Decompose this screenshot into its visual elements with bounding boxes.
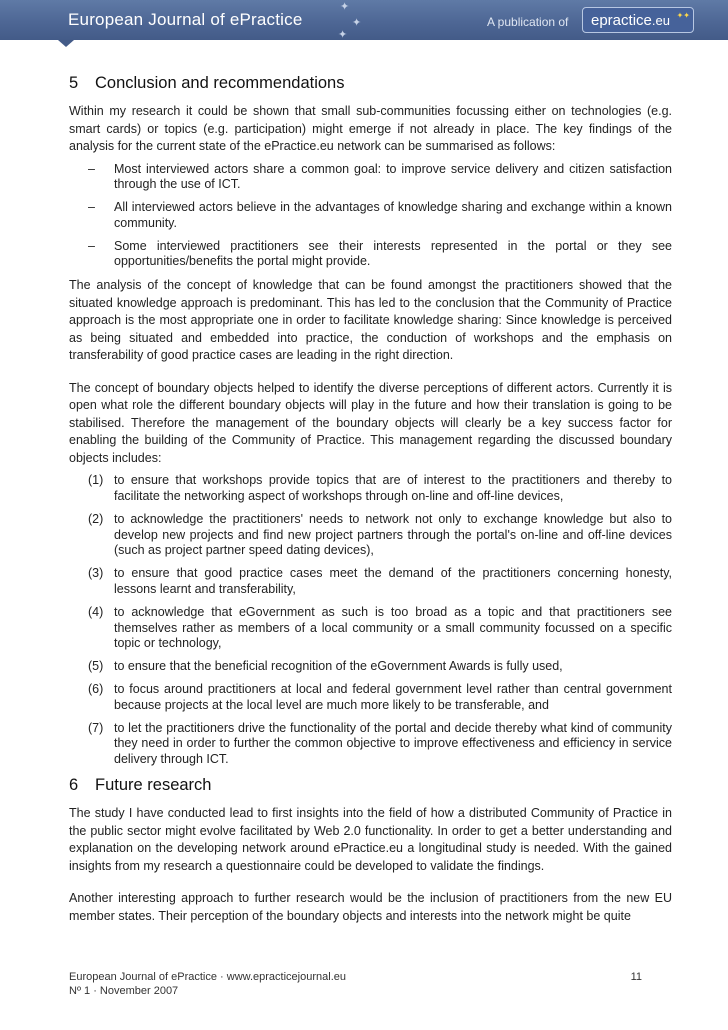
logo-text (591, 12, 670, 29)
list-number: (4) (88, 604, 104, 619)
star-icon: ✦ (352, 17, 362, 29)
footer-issue-line: Nº 1 · November 2007 (69, 985, 179, 997)
section-title: Future research (95, 776, 212, 795)
page-footer (69, 970, 672, 998)
list-item (69, 200, 672, 232)
list-item-text: All interviewed actors believe in the advantages of knowledge sharing and exchange within a known community. (114, 200, 672, 230)
list-item (69, 473, 672, 505)
logo-suffix: .eu (651, 13, 670, 28)
journal-title (68, 10, 303, 30)
section-number: 6 (69, 776, 79, 795)
logo-wordmark: epractice (591, 12, 652, 29)
list-item (69, 721, 672, 768)
management-list (69, 473, 672, 768)
banner-tab-notch (58, 40, 74, 47)
future-research-paragraph-2: Another interesting approach to further research would be the inclusion of practitioners from the new EU member states. Their perception of the boundary objects and interests into the network might be quite (69, 891, 672, 923)
list-item (69, 682, 672, 714)
list-item (69, 605, 672, 652)
section-number: 5 (69, 74, 79, 92)
key-findings-list (69, 162, 672, 271)
section-5-heading (69, 73, 672, 93)
list-item-text: to ensure that good practice cases meet the demand of the practitioners concerning honesty, lessons learnt and transferability, (114, 566, 672, 597)
list-item (69, 162, 672, 194)
dash-marker: – (88, 161, 95, 176)
future-research-paragraph-1: The study I have conducted lead to first insights into the field of how a distributed Community of Practice in the public sector might evolve facilitated by Web 2.0 functionality. In order to get a better understanding and explanation on the developing network around ePractice.eu a longitudinal study is needed. With the gained insights from my research a questionnaire could be developed to validate the findings. (69, 806, 672, 873)
page-number: 11 (630, 971, 642, 983)
list-item-text: to ensure that the beneficial recognition of the eGovernment Awards is fully used, (114, 659, 563, 674)
star-icon: ✦ (338, 29, 348, 40)
logo-stars-icon: ✦✦ (676, 11, 690, 20)
list-number: (3) (88, 566, 104, 581)
list-number: (2) (88, 511, 104, 526)
section-6-heading (69, 775, 672, 795)
journal-title-brand: ePractice (229, 10, 303, 29)
list-item-text: to acknowledge the practitioners' needs to network not only to exchange knowledge but also to develop new projects and find new project partners through the portal's on-line and off-line devices (such as project partner speed dating devices), (114, 511, 672, 558)
list-number: (7) (88, 720, 104, 735)
list-item (69, 659, 672, 675)
section-title: Conclusion and recommendations (95, 74, 345, 92)
footer-journal-line: European Journal of ePractice · www.epracticejournal.eu (69, 971, 346, 983)
journal-title-prefix: European Journal of (68, 10, 230, 29)
list-item-text: Most interviewed actors share a common goal: to improve service delivery and citizen satisfaction through the use of ICT. (114, 161, 672, 192)
dash-marker: – (88, 200, 95, 215)
epractice-logo[interactable] (582, 7, 694, 33)
list-item-text: to ensure that workshops provide topics that are of interest to the practitioners and thereby to facilitate the networking aspect of workshops through on-line and off-line devices, (114, 473, 672, 504)
boundary-objects-paragraph: The concept of boundary objects helped to identify the diverse perceptions of different actors. Currently it is open what role the different boundary objects will play in the future and how their translation is going to be stabilised. Therefore the management of the boundary objects will clearly be a key success factor for enabling the building of the Community of Practice. This management regarding the discussed boundary objects includes: (69, 380, 672, 465)
list-number: (1) (88, 473, 104, 488)
article-body (69, 73, 672, 925)
list-item (69, 512, 672, 559)
list-item-text: to focus around practitioners at local and federal government level rather than central government because projects at the local level are much more likely to be transferable, and (114, 682, 672, 712)
list-item (69, 239, 672, 271)
star-icon: ✦ (340, 1, 350, 13)
list-number: (6) (88, 682, 104, 697)
list-number: (5) (88, 659, 104, 674)
list-item-text: Some interviewed practitioners see their interests represented in the portal or they see opportunities/benefits the portal might provide. (114, 238, 672, 269)
list-item-text: to acknowledge that eGovernment as such is too broad as a topic and that practitioners see themselves rather as members of a local community or a small community focussed on a specific topic or technology, (114, 604, 672, 651)
dash-marker: – (88, 238, 95, 253)
publication-of-label: A publication of (487, 15, 569, 29)
knowledge-paragraph: The analysis of the concept of knowledge that can be found amongst the practitioners showed that the situated knowledge approach is predominant. This has led to the conclusion that the Community of Practice approach is the most appropriate one in order to facilitate knowledge sharing: Since knowledge is perceived as being situated and embedded into practice, the conduction of workshops and the emphasis on transferability of good practice cases are leading in the right direction. (69, 278, 672, 363)
list-item (69, 566, 672, 598)
list-item-text: to let the practitioners drive the functionality of the portal and decide thereby what kind of community they need in order to further the common objective to improve effectiveness and efficiency in service delivery through ICT. (114, 720, 672, 767)
journal-banner (0, 0, 728, 40)
section-5-intro: Within my research it could be shown that small sub-communities focussing either on technologies (e.g. smart cards) or topics (e.g. participation) might emerge if not already in place. The key findings of the analysis for the current state of the ePractice.eu network can be summarised as follows: (69, 104, 672, 153)
